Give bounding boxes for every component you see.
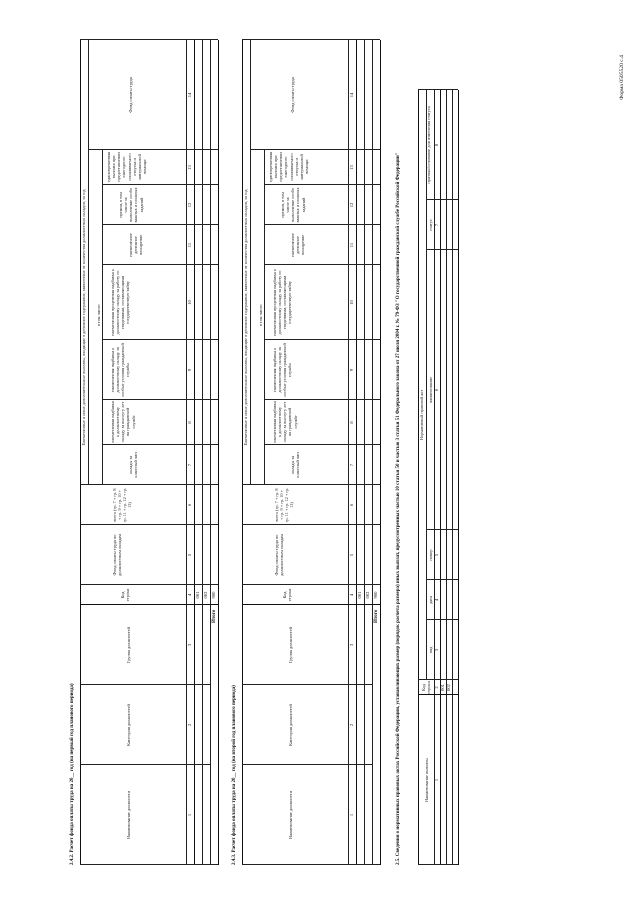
col-num-8: 8	[434, 143, 439, 147]
hdr-position-category: Категория должностей	[126, 704, 131, 746]
row-code-002: 002	[203, 591, 208, 599]
col-num-5: 5	[434, 553, 439, 557]
col-num-12: 12	[187, 202, 192, 208]
col-num-13: 13	[349, 165, 354, 170]
hdr-state-secret-bonus: ежемесячная процентная надбавка к должностному окладу за работу со сведениями, составляющими государственную тайну	[272, 269, 293, 336]
col-num-11: 11	[349, 242, 354, 248]
row-code-900: 900	[211, 591, 216, 599]
form-code: Форма 0505520 с.4	[619, 55, 625, 100]
col-num-5: 5	[349, 553, 354, 557]
row-code-001: 001	[357, 591, 362, 599]
total-label: Итого	[212, 609, 217, 623]
hdr-position-name: Наименование должности	[288, 791, 293, 839]
hdr-salary-fund: Фонд оплаты труда по должностным окладам	[274, 534, 285, 576]
hdr-vacation-payment: единовременная выплата при предоставлении ежегодного оплачиваемого отпуска и материальной помощи	[268, 152, 310, 182]
hdr-vacation-payment: единовременная выплата при предоставлении ежегодного оплачиваемого отпуска и материальной помощи	[106, 152, 148, 182]
col-num-6: 6	[349, 503, 354, 507]
hdr-payment-name: Наименование выплаты	[424, 758, 429, 802]
col-num-7: 7	[187, 463, 192, 467]
hdr-bonuses: премии, в том числе за выполнение особо важных и сложных заданий	[280, 187, 306, 223]
col-num-2: 2	[187, 723, 192, 727]
section-title-2-4-3: 2.4.3. Расчет фонда оплаты труда на 20__ год (на второй год планового периода)	[232, 685, 237, 865]
col-num-14: 14	[349, 92, 354, 98]
col-num-13: 13	[187, 165, 192, 170]
hdr-act-number: номер	[428, 549, 433, 561]
hdr-legal-act: Нормативный правовой акт	[419, 389, 424, 441]
hdr-total: всего (гр. 7 + гр. 8 + гр. 9 + гр. 10 + гр. 11 + гр. 12 + гр. 13)	[112, 487, 133, 523]
hdr-additional-payments: Ежемесячные и иные дополнительные выплаты, входящие в денежное содержание, заявленные от количества должностных окладов, за год	[81, 189, 86, 446]
col-num-9: 9	[349, 368, 354, 372]
hdr-bonuses: премии, в том числе за выполнение особо важных и сложных заданий	[118, 187, 144, 223]
hdr-state-secret-bonus: ежемесячная процентная надбавка к должностному окладу за работу со сведениями, составляющими государственную тайну	[110, 269, 131, 336]
col-num-14: 14	[187, 92, 192, 98]
hdr-special-conditions-bonus: ежемесячная надбавка к должностному окладу за особые условия гражданской службы	[272, 343, 293, 397]
hdr-act-kind: вид	[428, 646, 433, 654]
col-num-7: 7	[349, 463, 354, 467]
col-num-5: 5	[187, 553, 192, 557]
col-num-1: 1	[434, 778, 439, 782]
hdr-act-title: наименование	[428, 377, 433, 403]
hdr-special-conditions-bonus: ежемесячная надбавка к должностному окладу за особые условия гражданской службы	[110, 343, 131, 397]
col-num-10: 10	[187, 300, 192, 305]
row-code-001: 001	[195, 591, 200, 599]
hdr-position-category: Категория должностей	[288, 704, 293, 746]
col-num-10: 10	[349, 300, 354, 305]
hdr-monthly-incentive: ежемесячное денежное поощрение	[290, 233, 306, 257]
row-code-002: 002	[446, 684, 451, 691]
hdr-salary-fund: Фонд оплаты труда по должностным окладам	[112, 534, 123, 576]
hdr-incl: в том числе:	[258, 303, 263, 327]
row-code-001: 001	[440, 684, 445, 691]
col-num-6: 6	[187, 503, 192, 507]
hdr-act-status: статус	[428, 219, 433, 231]
col-num-1: 1	[349, 813, 354, 817]
col-num-3: 3	[187, 643, 192, 647]
hdr-position-group: Группа должностей	[126, 627, 131, 663]
col-num-2: 2	[349, 723, 354, 727]
hdr-incl: в том числе:	[96, 303, 101, 327]
col-num-8: 8	[187, 421, 192, 424]
hdr-row-code: Код строки	[282, 588, 293, 602]
col-num-6: 6	[434, 388, 439, 392]
hdr-payroll-fund: Фонд оплаты труда	[290, 77, 295, 113]
hdr-total: всего (гр. 7 + гр. 8 + гр. 9 + гр. 10 + гр. 11 + гр. 12 + гр. 13)	[274, 487, 295, 523]
hdr-seniority-bonus: ежемесячная надбавка к должностному окладу за выслугу лет на гражданской службе	[272, 401, 298, 443]
col-num-1: 1	[187, 813, 192, 817]
col-num-11: 11	[187, 242, 192, 248]
col-num-3: 3	[349, 643, 354, 647]
hdr-position-name: Наименование должности	[126, 791, 131, 839]
col-num-4: 4	[187, 593, 192, 597]
hdr-row-code: Код строки	[120, 588, 131, 602]
col-num-9: 9	[187, 368, 192, 372]
hdr-class-rank-salary: оклады за классный чин	[128, 452, 139, 478]
hdr-additional-payments: Ежемесячные и иные дополнительные выплаты, входящие в денежное содержание, заявленные от количества должностных окладов, за год	[243, 189, 248, 446]
col-num-4: 4	[349, 593, 354, 597]
total-label: Итого	[374, 609, 379, 623]
row-code-002: 002	[365, 591, 370, 599]
hdr-payroll-fund: Фонд оплаты труда	[128, 77, 133, 113]
col-num-12: 12	[349, 202, 354, 208]
hdr-monthly-incentive: ежемесячное денежное поощрение	[128, 233, 144, 257]
col-num-2: 2	[434, 686, 439, 689]
hdr-act-date: дата	[428, 596, 433, 604]
section-title-2-5: 2.5. Сведения о нормативных правовых актах Российской Федерации, устанавливающих размер (порядок расчета размера) иных выплат, предусмотренных частью 10 статьи 50 и частью 3 статьи 51 Федерального закона от 27 июля 2004 г. № 79-ФЗ "О государственной гражданской службе Российской Федерации"	[396, 152, 401, 865]
col-num-3: 3	[434, 648, 439, 652]
row-code-900: 900	[373, 591, 378, 599]
col-num-4: 4	[434, 598, 439, 602]
hdr-status-change: признак/основание для изменения статуса	[426, 106, 431, 184]
hdr-class-rank-salary: оклады за классный чин	[290, 452, 301, 478]
hdr-row-code: Код строки	[421, 681, 432, 694]
section-title-2-4-2: 2.4.2. Расчет фонда оплаты труда на 20__ год (на первый год планового периода)	[70, 683, 75, 865]
col-num-7: 7	[434, 223, 439, 227]
hdr-seniority-bonus: ежемесячная надбавка к должностному окладу за выслугу лет на гражданской службе	[110, 401, 136, 443]
hdr-position-group: Группа должностей	[288, 627, 293, 663]
col-num-8: 8	[349, 421, 354, 424]
